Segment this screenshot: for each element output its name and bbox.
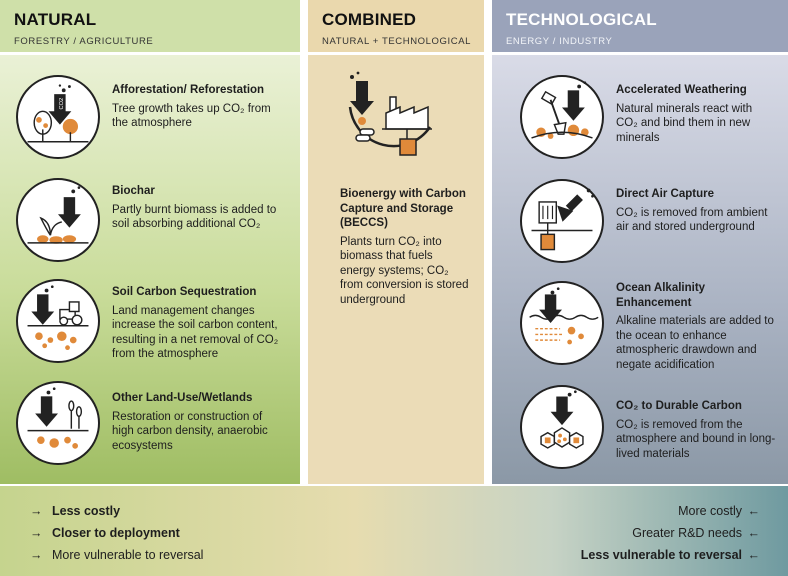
technological-title: TECHNOLOGICAL: [506, 10, 657, 29]
arrow-left-icon: ←: [747, 526, 760, 540]
natural-header: [0, 0, 300, 52]
ocean-desc: Alkaline materials are added to the ocean to enhance atmospheric drawdown and negate acidification: [616, 315, 774, 371]
beccs-text: [340, 187, 470, 307]
comparison-left-0: Less costly: [52, 504, 121, 518]
soil-carbon-text: [112, 285, 287, 362]
ocean-text: [616, 281, 776, 372]
arrow-right-icon: →: [30, 504, 43, 518]
dac-text: [616, 187, 776, 235]
comparison-right: [581, 500, 760, 566]
tree-icon: [16, 75, 100, 159]
biochar-text: [112, 184, 287, 232]
beccs-title: Bioenergy with Carbon Capture and Storage (BECCS): [340, 188, 466, 229]
comparison-left-row: [30, 500, 203, 522]
afforestation-title: Afforestation/ Reforestation: [112, 84, 265, 96]
comparison-left-row: [30, 544, 203, 566]
dac-title: Direct Air Capture: [616, 188, 714, 200]
natural-title: NATURAL: [14, 10, 97, 29]
comparison-right-1: Greater R&D needs: [632, 526, 742, 540]
natural-column: [0, 0, 300, 484]
weathering-desc: Natural minerals react with CO₂ and bind them in new minerals: [616, 102, 753, 144]
wetlands-title: Other Land-Use/Wetlands: [112, 392, 253, 404]
comparison-right-2: Less vulnerable to reversal: [580, 548, 742, 562]
combined-title: COMBINED: [322, 10, 417, 29]
combined-header: [308, 0, 484, 52]
natural-body: [0, 55, 300, 484]
biochar-title: Biochar: [112, 185, 155, 197]
comparison-left-row: [30, 522, 203, 544]
ocean-title: Ocean Alkalinity Enhancement: [616, 282, 706, 309]
beccs-desc: Plants turn CO₂ into biomass that fuels energy systems; CO₂ from conversion is stored underground: [340, 235, 469, 306]
air-capture-icon: [520, 179, 604, 263]
factory-icon: [342, 67, 438, 163]
arrow-left-icon: ←: [747, 504, 760, 518]
afforestation-text: [112, 83, 287, 131]
comparison-right-row: [581, 522, 760, 544]
comparison-left-2: More vulnerable to reversal: [52, 548, 204, 562]
durable-carbon-title: CO₂ to Durable Carbon: [616, 400, 742, 412]
durable-carbon-text: [616, 399, 776, 461]
arrow-left-icon: ←: [747, 548, 760, 562]
combined-body: [308, 55, 484, 484]
technological-column: [492, 0, 788, 484]
tractor-icon: [16, 279, 100, 363]
wetlands-desc: Restoration or construction of high carbon density, anaerobic ecosystems: [112, 410, 268, 452]
comparison-left: [30, 500, 203, 566]
comparison-right-row: [581, 500, 760, 522]
durable-carbon-desc: CO₂ is removed from the atmosphere and bound in long-lived materials: [616, 418, 776, 460]
technological-header: [492, 0, 788, 52]
dac-desc: CO₂ is removed from ambient air and stored underground: [616, 206, 768, 233]
weathering-text: [616, 83, 776, 145]
comparison-left-1: Closer to deployment: [52, 526, 180, 540]
combined-column: [308, 0, 484, 484]
natural-subtitle: FORESTRY / AGRICULTURE: [14, 36, 154, 47]
technological-subtitle: ENERGY / INDUSTRY: [506, 36, 613, 47]
shovel-icon: [520, 75, 604, 159]
sprout-icon: [16, 178, 100, 262]
weathering-title: Accelerated Weathering: [616, 84, 747, 96]
comparison-bar: [0, 486, 788, 576]
technological-body: [492, 55, 788, 484]
arrow-right-icon: →: [30, 526, 43, 540]
combined-subtitle: NATURAL + TECHNOLOGICAL: [322, 36, 472, 47]
comparison-right-row: [581, 544, 760, 566]
soil-carbon-title: Soil Carbon Sequestration: [112, 286, 257, 298]
soil-carbon-desc: Land management changes increase the soil carbon content, resulting in a net removal of CO₂ from the atmosphere: [112, 304, 279, 360]
comparison-right-0: More costly: [678, 504, 742, 518]
afforestation-desc: Tree growth takes up CO₂ from the atmosphere: [112, 102, 271, 129]
svg-text:CO2: CO2: [58, 97, 65, 110]
arrow-right-icon: →: [30, 548, 43, 562]
biochar-desc: Partly burnt biomass is added to soil absorbing additional CO₂: [112, 203, 277, 230]
wetlands-text: [112, 391, 287, 453]
hexagon-icon: [520, 385, 604, 469]
wetland-icon: [16, 381, 100, 465]
ocean-icon: [520, 281, 604, 365]
